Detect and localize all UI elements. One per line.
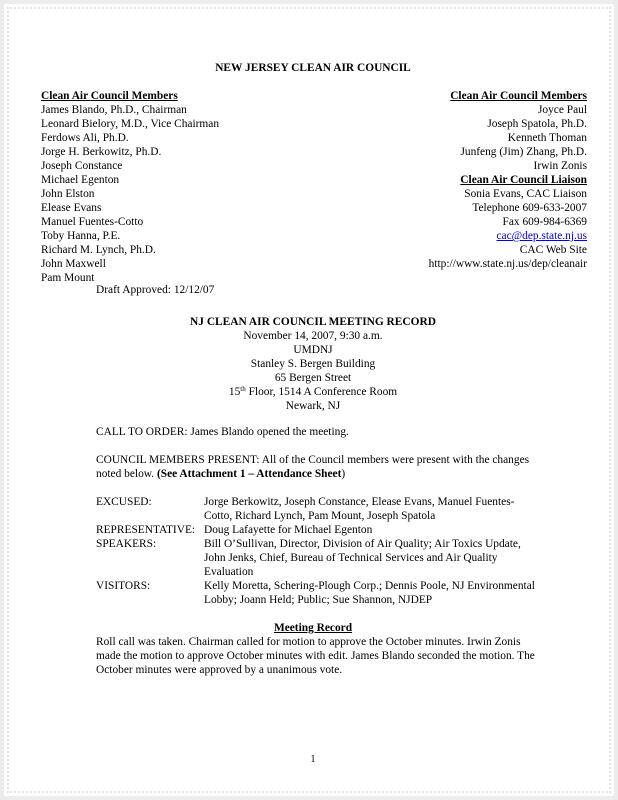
liaison-fax: Fax 609-984-6369 xyxy=(502,216,587,228)
document-title: NEW JERSEY CLEAN AIR COUNCIL xyxy=(215,62,411,74)
member-name: Richard M. Lynch, Ph.D. xyxy=(41,244,156,256)
meeting-date: November 14, 2007, 9:30 a.m. xyxy=(243,330,383,342)
member-name: Jorge H. Berkowitz, Ph.D. xyxy=(41,146,162,158)
call-to-order: CALL TO ORDER: James Blando opened the meeting. xyxy=(96,426,349,438)
meeting-header xyxy=(4,315,618,413)
floor-suffix: th xyxy=(240,385,246,393)
meeting-record-body: Roll call was taken. Chairman called for motion to approve the October minutes. Irwin Zonis made the motion to approve October minutes with edit. James Blando seconded the motion. The October minutes were approved by a unanimous vote. xyxy=(96,636,535,676)
member-name: Elease Evans xyxy=(41,202,102,214)
member-name: Ferdows Ali, Ph.D. xyxy=(41,132,129,144)
member-name: John Elston xyxy=(41,188,95,200)
floor-room: Floor, 1514 A Conference Room xyxy=(245,386,398,398)
visitors-list: Kelly Moretta, Schering-Plough Corp.; Dennis Poole, NJ Environmental Lobby; Joann Held; Public; Sue Shannon, NJDEP xyxy=(204,580,535,606)
member-name: Joseph Spatola, Ph.D. xyxy=(487,118,587,130)
member-name: Leonard Bielory, M.D., Vice Chairman xyxy=(41,118,220,130)
liaison-telephone: Telephone 609-633-2007 xyxy=(472,202,587,214)
liaison-name: Sonia Evans, CAC Liaison xyxy=(464,188,587,200)
member-name: Pam Mount xyxy=(41,272,95,284)
member-name: Toby Hanna, P.E. xyxy=(41,230,121,242)
meeting-building: Stanley S. Bergen Building xyxy=(250,358,376,370)
members-present xyxy=(96,453,536,481)
visitors-section xyxy=(96,579,536,607)
member-name: Joseph Constance xyxy=(41,160,123,172)
representative-label: REPRESENTATIVE: xyxy=(96,524,196,536)
liaison-email-link[interactable]: cac@dep.state.nj.us xyxy=(496,230,587,242)
member-name: Junfeng (Jim) Zhang, Ph.D. xyxy=(460,146,587,158)
member-name: John Maxwell xyxy=(41,258,106,270)
attachment-reference: (See Attachment 1 – Attendance Sheet xyxy=(156,468,342,480)
members-present-text: COUNCIL MEMBERS PRESENT: All of the Council members were present with the changes noted below. xyxy=(96,454,530,480)
meeting-record-title: Meeting Record xyxy=(273,622,353,634)
meeting-title: NJ CLEAN AIR COUNCIL MEETING RECORD xyxy=(190,316,436,328)
representative-value: Doug Lafayette for Michael Egenton xyxy=(204,524,373,536)
representative-section xyxy=(96,523,536,537)
speakers-list: Bill O’Sullivan, Director, Division of Air Quality; Air Toxics Update, John Jenks, Chief, Bureau of Technical Services and Air Quality Evaluation xyxy=(204,538,521,578)
draft-approved: Draft Approved: 12/12/07 xyxy=(96,284,215,296)
meeting-org: UMDNJ xyxy=(293,344,333,356)
website-url[interactable]: http://www.state.nj.us/dep/cleanair xyxy=(428,258,587,270)
left-members-header: Clean Air Council Members xyxy=(41,90,178,102)
member-name: Kenneth Thoman xyxy=(507,132,587,144)
right-member-list xyxy=(287,89,587,271)
excused-list: Jorge Berkowitz, Joseph Constance, Elease Evans, Manuel Fuentes-Cotto, Richard Lynch, Pam Mount, Joseph Spatola xyxy=(204,496,515,522)
meeting-floor xyxy=(4,385,618,399)
speakers-label: SPEAKERS: xyxy=(96,538,157,550)
member-name: Joyce Paul xyxy=(537,104,587,116)
liaison-header: Clean Air Council Liaison xyxy=(460,174,587,186)
member-name: Michael Egenton xyxy=(41,174,120,186)
visitors-label: VISITORS: xyxy=(96,580,151,592)
excused-label: EXCUSED: xyxy=(96,496,152,508)
attachment-close: ) xyxy=(341,468,346,480)
floor-number: 15 xyxy=(228,386,241,398)
left-member-list xyxy=(41,89,321,285)
page-number: 1 xyxy=(310,754,316,765)
right-members-header: Clean Air Council Members xyxy=(450,90,587,102)
member-name: Manuel Fuentes-Cotto xyxy=(41,216,144,228)
member-name: James Blando, Ph.D., Chairman xyxy=(41,104,187,116)
meeting-city: Newark, NJ xyxy=(285,400,341,412)
website-label: CAC Web Site xyxy=(519,244,587,256)
speakers-section xyxy=(96,537,536,579)
member-name: Irwin Zonis xyxy=(533,160,587,172)
excused-section xyxy=(96,495,536,523)
meeting-street: 65 Bergen Street xyxy=(274,372,352,384)
